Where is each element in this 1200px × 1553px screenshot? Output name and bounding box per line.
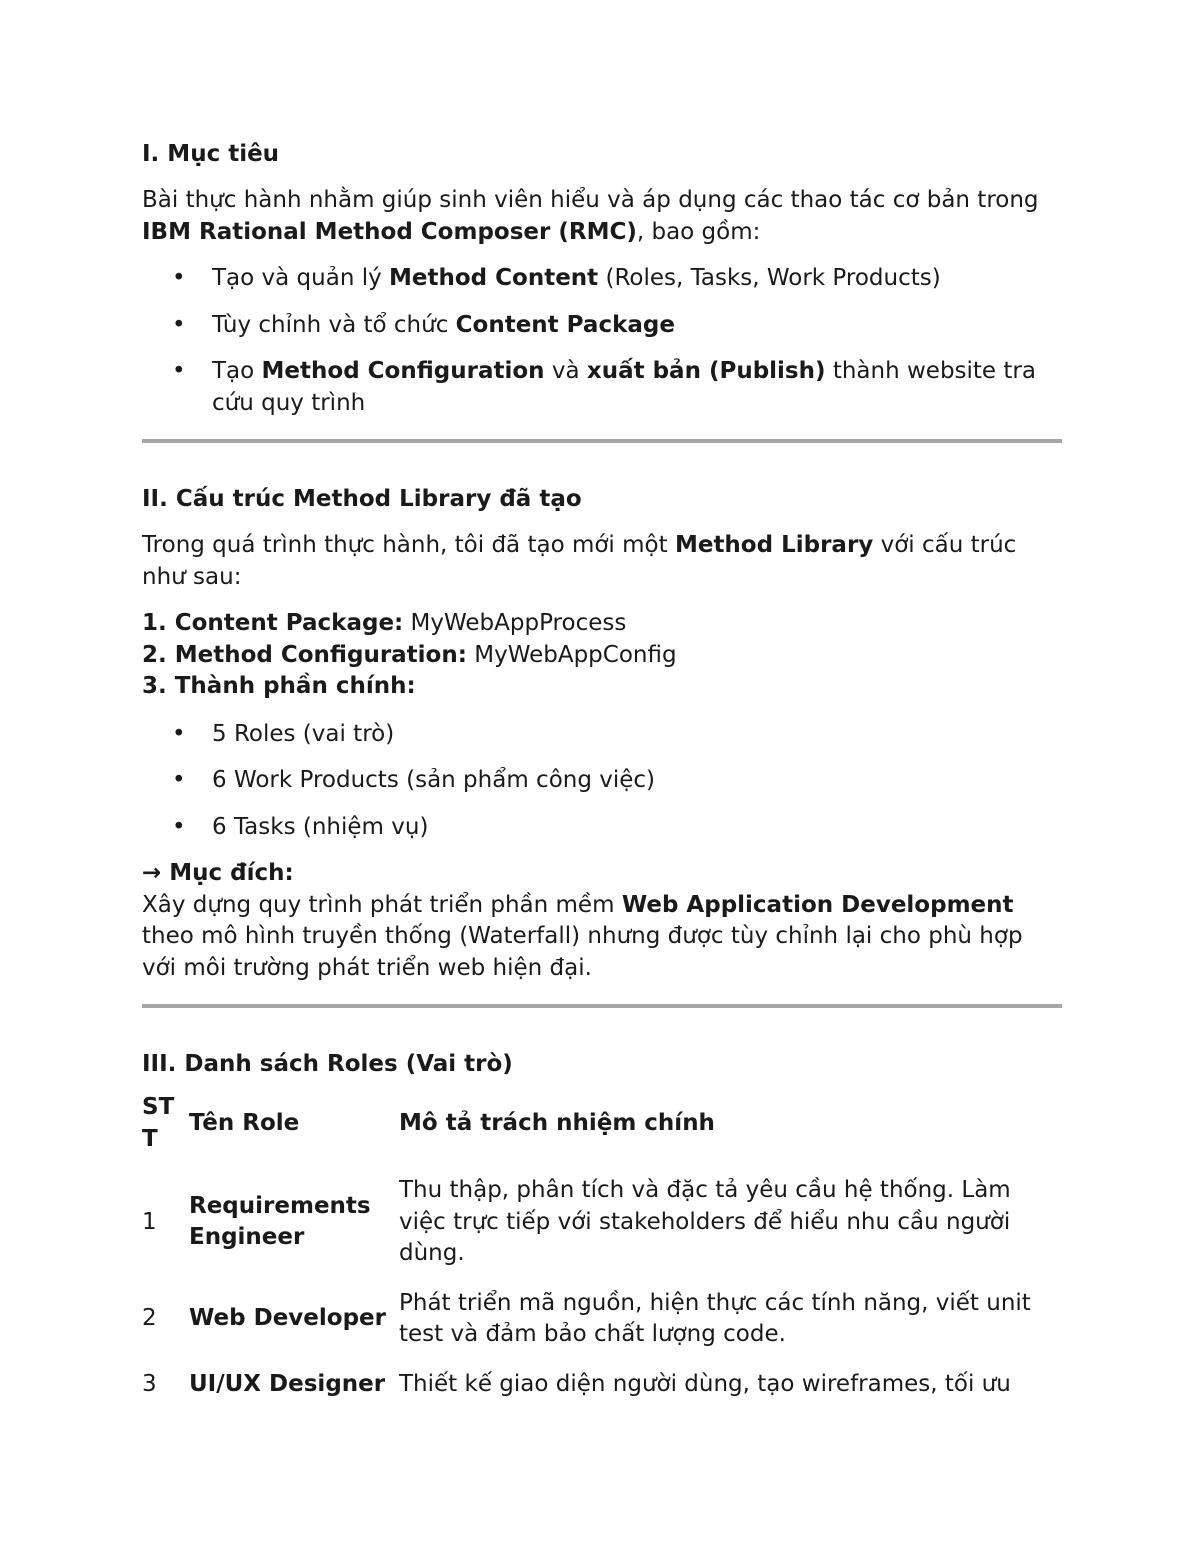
objectives-intro: Bài thực hành nhằm giúp sinh viên hiểu và áp dụng các thao tác cơ bản trong IBM Rational Method Composer (RMC), bao gồm: xyxy=(142,187,1039,245)
table-row xyxy=(142,1155,1062,1270)
list-item: • 5 Roles (vai trò) xyxy=(142,719,1062,751)
section-heading-roles: III. Danh sách Roles (Vai trò) xyxy=(142,1051,513,1077)
table-row xyxy=(142,1351,1062,1401)
row-stt: 1 xyxy=(142,1208,157,1235)
column-header-stt: STT xyxy=(142,1094,175,1152)
list-item: • Tùy chỉnh và tổ chức Content Package xyxy=(142,310,1062,342)
row-description: Phát triển mã nguồn, hiện thực các tính năng, viết unit test và đảm bảo chất lượng code. xyxy=(399,1289,1031,1347)
row-stt: 2 xyxy=(142,1305,157,1332)
library-structure-list xyxy=(142,608,1062,703)
section-heading-library-structure: II. Cấu trúc Method Library đã tạo xyxy=(142,486,582,512)
list-item: 1. Content Package: MyWebAppProcess xyxy=(142,610,627,636)
list-item: • Tạo Method Configuration và xuất bản (Publish) thành website tra cứu quy trình xyxy=(142,356,1062,419)
list-item: • 6 Work Products (sản phẩm công việc) xyxy=(142,765,1062,797)
row-role-name: Web Developer xyxy=(189,1305,386,1332)
row-description: Thu thập, phân tích và đặc tả yêu cầu hệ thống. Làm việc trực tiếp với stakeholders để hiểu nhu cầu người dùng. xyxy=(399,1177,1011,1266)
row-role-name: Requirements Engineer xyxy=(189,1192,371,1251)
horizontal-divider xyxy=(142,439,1062,443)
roles-table xyxy=(142,1092,1062,1400)
column-header-description: Mô tả trách nhiệm chính xyxy=(399,1109,715,1136)
row-stt: 3 xyxy=(142,1370,157,1397)
horizontal-divider xyxy=(142,1004,1062,1008)
list-item: 3. Thành phần chính: xyxy=(142,673,416,699)
document-page xyxy=(142,138,1062,1400)
column-header-role-name: Tên Role xyxy=(189,1109,300,1136)
table-row xyxy=(142,1270,1062,1351)
list-item: • Tạo và quản lý Method Content (Roles, Tasks, Work Products) xyxy=(142,263,1062,295)
list-item: • 6 Tasks (nhiệm vụ) xyxy=(142,812,1062,844)
section-heading-objectives: I. Mục tiêu xyxy=(142,141,280,167)
components-list xyxy=(142,719,1062,844)
objectives-list xyxy=(142,263,1062,419)
purpose-text: Xây dựng quy trình phát triển phần mềm Web Application Development theo mô hình truyền thống (Waterfall) nhưng được tùy chỉnh lại cho phù hợp với môi trường phát triển web hiện đại. xyxy=(142,891,1023,981)
list-item: 2. Method Configuration: MyWebAppConfig xyxy=(142,641,677,668)
library-intro: Trong quá trình thực hành, tôi đã tạo mới một Method Library với cấu trúc như sau: xyxy=(142,532,1017,590)
purpose-label: → Mục đích: xyxy=(142,860,294,886)
row-role-name: UI/UX Designer xyxy=(189,1370,386,1397)
row-description: Thiết kế giao diện người dùng, tạo wireframes, tối ưu xyxy=(399,1370,1011,1397)
table-header-row xyxy=(142,1092,1062,1155)
